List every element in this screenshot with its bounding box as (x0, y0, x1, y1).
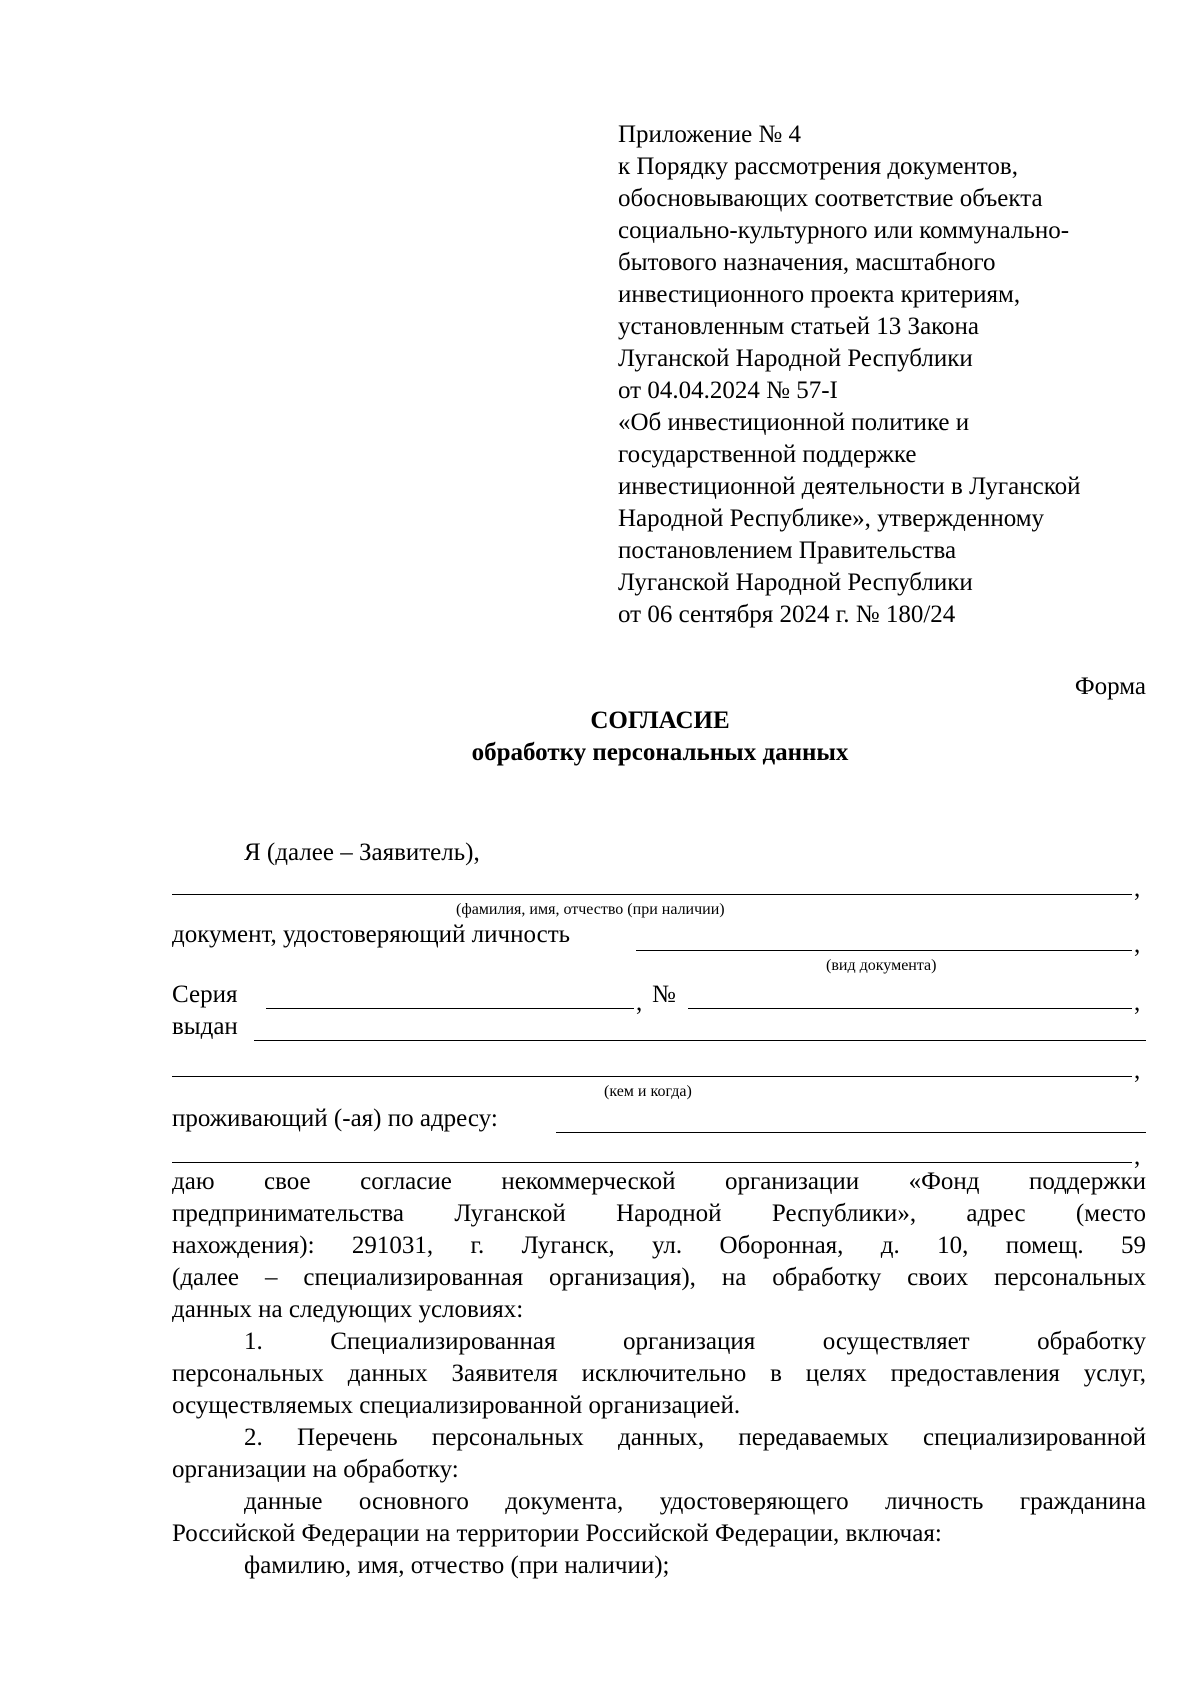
appendix-line: «Об инвестиционной политике и (618, 409, 970, 436)
paragraph-line: даю свое согласие некоммерческой организации «Фонд поддержки (172, 1168, 1146, 1195)
document-subtitle: обработку персональных данных (471, 739, 849, 766)
doc-label: документ, удостоверяющий личность (172, 921, 571, 948)
comma: , (1134, 989, 1141, 1016)
doc-type-field[interactable] (636, 950, 1132, 951)
paragraph-line: данные основного документа, удостоверяющего личность гражданина (244, 1488, 1146, 1515)
paragraph-line: персональных данных Заявителя исключительно в целях предоставления услуг, (172, 1360, 1146, 1387)
comma: , (1134, 1143, 1141, 1170)
appendix-line: Луганской Народной Республики (618, 345, 973, 372)
series-field[interactable] (266, 1008, 634, 1009)
paragraph-line: фамилию, имя, отчество (при наличии); (244, 1552, 670, 1579)
appendix-line: социально-культурного или коммунально- (618, 217, 1070, 244)
address-field-continuation[interactable] (172, 1162, 1132, 1163)
paragraph-line: нахождения): 291031, г. Луганск, ул. Оборонная, д. 10, помещ. 59 (172, 1232, 1146, 1259)
paragraph-line: осуществляемых специализированной организацией. (172, 1392, 741, 1419)
form-label: Форма (1074, 673, 1146, 700)
issued-field[interactable] (254, 1040, 1146, 1041)
paragraph-line: организации на обработку: (172, 1456, 459, 1483)
document-title: СОГЛАСИЕ (590, 707, 730, 734)
fio-field[interactable] (172, 894, 1132, 895)
series-label: Серия (172, 981, 238, 1008)
appendix-line: государственной поддержке (618, 441, 917, 468)
appendix-line: инвестиционной деятельности в Луганской (618, 473, 1081, 500)
appendix-line: бытового назначения, масштабного (618, 249, 996, 276)
appendix-line: обосновывающих соответствие объекта (618, 185, 1043, 212)
appendix-line: постановлением Правительства (618, 537, 957, 564)
paragraph-line: 1. Специализированная организация осуществляет обработку (244, 1328, 1146, 1355)
issued-field-continuation[interactable] (172, 1076, 1132, 1077)
comma: , (1134, 875, 1141, 902)
issued-hint: (кем и когда) (604, 1083, 692, 1100)
appendix-line: от 04.04.2024 № 57-I (618, 377, 838, 404)
fio-hint: (фамилия, имя, отчество (при наличии) (456, 901, 725, 918)
paragraph-line: предпринимательства Луганской Народной Республики», адрес (место (172, 1200, 1146, 1227)
appendix-line: установленным статьей 13 Закона (618, 313, 980, 340)
paragraph-line: Российской Федерации на территории Российской Федерации, включая: (172, 1520, 942, 1547)
paragraph-line: (далее – специализированная организация), на обработку своих персональных (172, 1264, 1146, 1291)
appendix-line: к Порядку рассмотрения документов, (618, 153, 1018, 180)
intro-text: Я (далее – Заявитель), (244, 839, 480, 866)
issued-label: выдан (172, 1013, 238, 1040)
appendix-line: Луганской Народной Республики (618, 569, 973, 596)
comma: , (1134, 1057, 1141, 1084)
appendix-line: инвестиционного проекта критериям, (618, 281, 1021, 308)
appendix-line: от 06 сентября 2024 г. № 180/24 (618, 601, 956, 628)
paragraph-line: 2. Перечень персональных данных, передаваемых специализированной (244, 1424, 1146, 1451)
comma: , (636, 989, 643, 1016)
comma: , (1134, 931, 1141, 958)
appendix-line: Приложение № 4 (618, 121, 802, 148)
address-label: проживающий (-ая) по адресу: (172, 1105, 498, 1132)
appendix-line: Народной Республике», утвержденному (618, 505, 1045, 532)
paragraph-line: данных на следующих условиях: (172, 1296, 524, 1323)
number-label: № (652, 981, 676, 1008)
address-field[interactable] (556, 1132, 1146, 1133)
number-field[interactable] (688, 1008, 1132, 1009)
doc-hint: (вид документа) (826, 957, 937, 974)
